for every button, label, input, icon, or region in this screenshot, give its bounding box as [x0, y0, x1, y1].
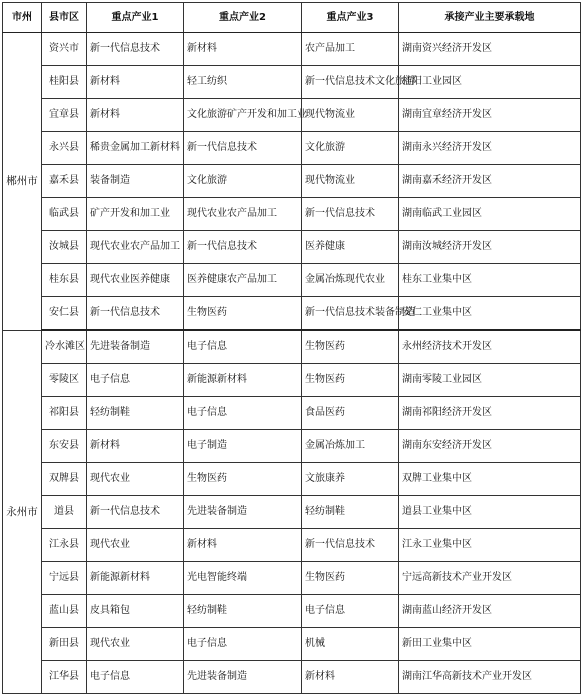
header-industry-1: 重点产业1: [87, 3, 184, 33]
header-carrier: 承接产业主要承载地: [399, 3, 581, 33]
industry-3-cell: 新材料: [302, 661, 399, 694]
carrier-cell: 湖南零陵工业园区: [399, 364, 581, 397]
industry-3-cell: 机械: [302, 628, 399, 661]
table-row: [3, 99, 581, 132]
county-cell: 宁远县: [42, 562, 87, 595]
industry-1-cell: 稀贵金属加工新材料: [87, 132, 184, 165]
table-row: [3, 33, 581, 66]
table-body: [3, 33, 581, 694]
industry-3-cell: 生物医药: [302, 562, 399, 595]
table-row: [3, 496, 581, 529]
industry-2-cell: 现代农业农产品加工: [184, 198, 302, 231]
table-row: [3, 264, 581, 297]
carrier-cell: 湖南嘉禾经济开发区: [399, 165, 581, 198]
industry-3-cell: 新一代信息技术: [302, 529, 399, 562]
industry-1-cell: 现代农业: [87, 628, 184, 661]
carrier-cell: 桂东工业集中区: [399, 264, 581, 297]
table-row: [3, 628, 581, 661]
carrier-cell: 湖南临武工业园区: [399, 198, 581, 231]
industry-1-cell: 现代农业: [87, 529, 184, 562]
industry-1-cell: 装备制造: [87, 165, 184, 198]
header-industry-2: 重点产业2: [184, 3, 302, 33]
table-row: [3, 231, 581, 264]
carrier-cell: 湖南蓝山经济开发区: [399, 595, 581, 628]
carrier-cell: 湖南资兴经济开发区: [399, 33, 581, 66]
industry-1-cell: 矿产开发和加工业: [87, 198, 184, 231]
county-cell: 双牌县: [42, 463, 87, 496]
header-county: 县市区: [42, 3, 87, 33]
industry-1-cell: 现代农业农产品加工: [87, 231, 184, 264]
industry-1-cell: 轻纺制鞋: [87, 397, 184, 430]
industry-3-cell: 电子信息: [302, 595, 399, 628]
industry-2-cell: 新材料: [184, 33, 302, 66]
industry-2-cell: 新能源新材料: [184, 364, 302, 397]
county-cell: 冷水滩区: [42, 330, 87, 364]
table-row: [3, 66, 581, 99]
table-row: [3, 330, 581, 364]
header-city: 市州: [3, 3, 42, 33]
industry-3-cell: 现代物流业: [302, 99, 399, 132]
industry-2-cell: 新一代信息技术: [184, 132, 302, 165]
county-cell: 江永县: [42, 529, 87, 562]
carrier-cell: 双牌工业集中区: [399, 463, 581, 496]
city-cell: 永州市: [3, 330, 42, 694]
carrier-cell: 宁远高新技术产业开发区: [399, 562, 581, 595]
industry-3-cell: 新一代信息技术文化旅游: [302, 66, 399, 99]
industry-1-cell: 先进装备制造: [87, 330, 184, 364]
carrier-cell: 江永工业集中区: [399, 529, 581, 562]
carrier-cell: 安仁工业集中区: [399, 297, 581, 331]
table-row: [3, 595, 581, 628]
industry-3-cell: 文化旅游: [302, 132, 399, 165]
industry-2-cell: 电子信息: [184, 397, 302, 430]
industry-2-cell: 电子信息: [184, 628, 302, 661]
table-header-row: [3, 3, 581, 33]
header-industry-3: 重点产业3: [302, 3, 399, 33]
county-cell: 新田县: [42, 628, 87, 661]
industry-2-cell: 光电智能终端: [184, 562, 302, 595]
industry-1-cell: 新材料: [87, 430, 184, 463]
county-cell: 汝城县: [42, 231, 87, 264]
industry-1-cell: 新一代信息技术: [87, 33, 184, 66]
industry-1-cell: 现代农业医养健康: [87, 264, 184, 297]
industry-2-cell: 轻纺制鞋: [184, 595, 302, 628]
industry-3-cell: 农产品加工: [302, 33, 399, 66]
industry-3-cell: 生物医药: [302, 330, 399, 364]
industry-table-container: [2, 2, 580, 694]
county-cell: 嘉禾县: [42, 165, 87, 198]
industry-3-cell: 医养健康: [302, 231, 399, 264]
industry-2-cell: 轻工纺织: [184, 66, 302, 99]
table-row: [3, 430, 581, 463]
county-cell: 桂东县: [42, 264, 87, 297]
county-cell: 永兴县: [42, 132, 87, 165]
industry-1-cell: 现代农业: [87, 463, 184, 496]
table-row: [3, 661, 581, 694]
industry-1-cell: 皮具箱包: [87, 595, 184, 628]
carrier-cell: 湖南汝城经济开发区: [399, 231, 581, 264]
industry-3-cell: 生物医药: [302, 364, 399, 397]
industry-1-cell: 新能源新材料: [87, 562, 184, 595]
carrier-cell: 湖南江华高新技术产业开发区: [399, 661, 581, 694]
industry-2-cell: 文化旅游矿产开发和加工业: [184, 99, 302, 132]
city-cell: 郴州市: [3, 33, 42, 331]
carrier-cell: 永州经济技术开发区: [399, 330, 581, 364]
table-row: [3, 364, 581, 397]
industry-2-cell: 医养健康农产品加工: [184, 264, 302, 297]
industry-2-cell: 生物医药: [184, 463, 302, 496]
county-cell: 祁阳县: [42, 397, 87, 430]
carrier-cell: 湖南永兴经济开发区: [399, 132, 581, 165]
industry-1-cell: 新材料: [87, 66, 184, 99]
industry-1-cell: 电子信息: [87, 661, 184, 694]
county-cell: 道县: [42, 496, 87, 529]
table-row: [3, 529, 581, 562]
county-cell: 安仁县: [42, 297, 87, 331]
industry-3-cell: 新一代信息技术装备制造: [302, 297, 399, 331]
industry-3-cell: 食品医药: [302, 397, 399, 430]
table-row: [3, 463, 581, 496]
table-row: [3, 562, 581, 595]
table-row: [3, 132, 581, 165]
table-row: [3, 198, 581, 231]
county-cell: 零陵区: [42, 364, 87, 397]
industry-1-cell: 新一代信息技术: [87, 297, 184, 331]
industry-3-cell: 轻纺制鞋: [302, 496, 399, 529]
industry-table: [2, 2, 581, 694]
industry-2-cell: 电子制造: [184, 430, 302, 463]
industry-3-cell: 现代物流业: [302, 165, 399, 198]
industry-2-cell: 新一代信息技术: [184, 231, 302, 264]
industry-3-cell: 金属冶炼现代农业: [302, 264, 399, 297]
county-cell: 资兴市: [42, 33, 87, 66]
carrier-cell: 湖南宜章经济开发区: [399, 99, 581, 132]
table-row: [3, 397, 581, 430]
county-cell: 东安县: [42, 430, 87, 463]
industry-3-cell: 文旅康养: [302, 463, 399, 496]
industry-2-cell: 先进装备制造: [184, 661, 302, 694]
industry-1-cell: 新一代信息技术: [87, 496, 184, 529]
industry-2-cell: 生物医药: [184, 297, 302, 331]
county-cell: 蓝山县: [42, 595, 87, 628]
industry-2-cell: 文化旅游: [184, 165, 302, 198]
industry-1-cell: 新材料: [87, 99, 184, 132]
county-cell: 桂阳县: [42, 66, 87, 99]
industry-3-cell: 金属冶炼加工: [302, 430, 399, 463]
industry-2-cell: 先进装备制造: [184, 496, 302, 529]
carrier-cell: 湖南祁阳经济开发区: [399, 397, 581, 430]
carrier-cell: 道县工业集中区: [399, 496, 581, 529]
carrier-cell: 湖南东安经济开发区: [399, 430, 581, 463]
table-row: [3, 297, 581, 331]
industry-1-cell: 电子信息: [87, 364, 184, 397]
industry-2-cell: 电子信息: [184, 330, 302, 364]
county-cell: 江华县: [42, 661, 87, 694]
industry-2-cell: 新材料: [184, 529, 302, 562]
county-cell: 临武县: [42, 198, 87, 231]
carrier-cell: 新田工业集中区: [399, 628, 581, 661]
table-row: [3, 165, 581, 198]
carrier-cell: 桂阳工业园区: [399, 66, 581, 99]
county-cell: 宜章县: [42, 99, 87, 132]
industry-3-cell: 新一代信息技术: [302, 198, 399, 231]
